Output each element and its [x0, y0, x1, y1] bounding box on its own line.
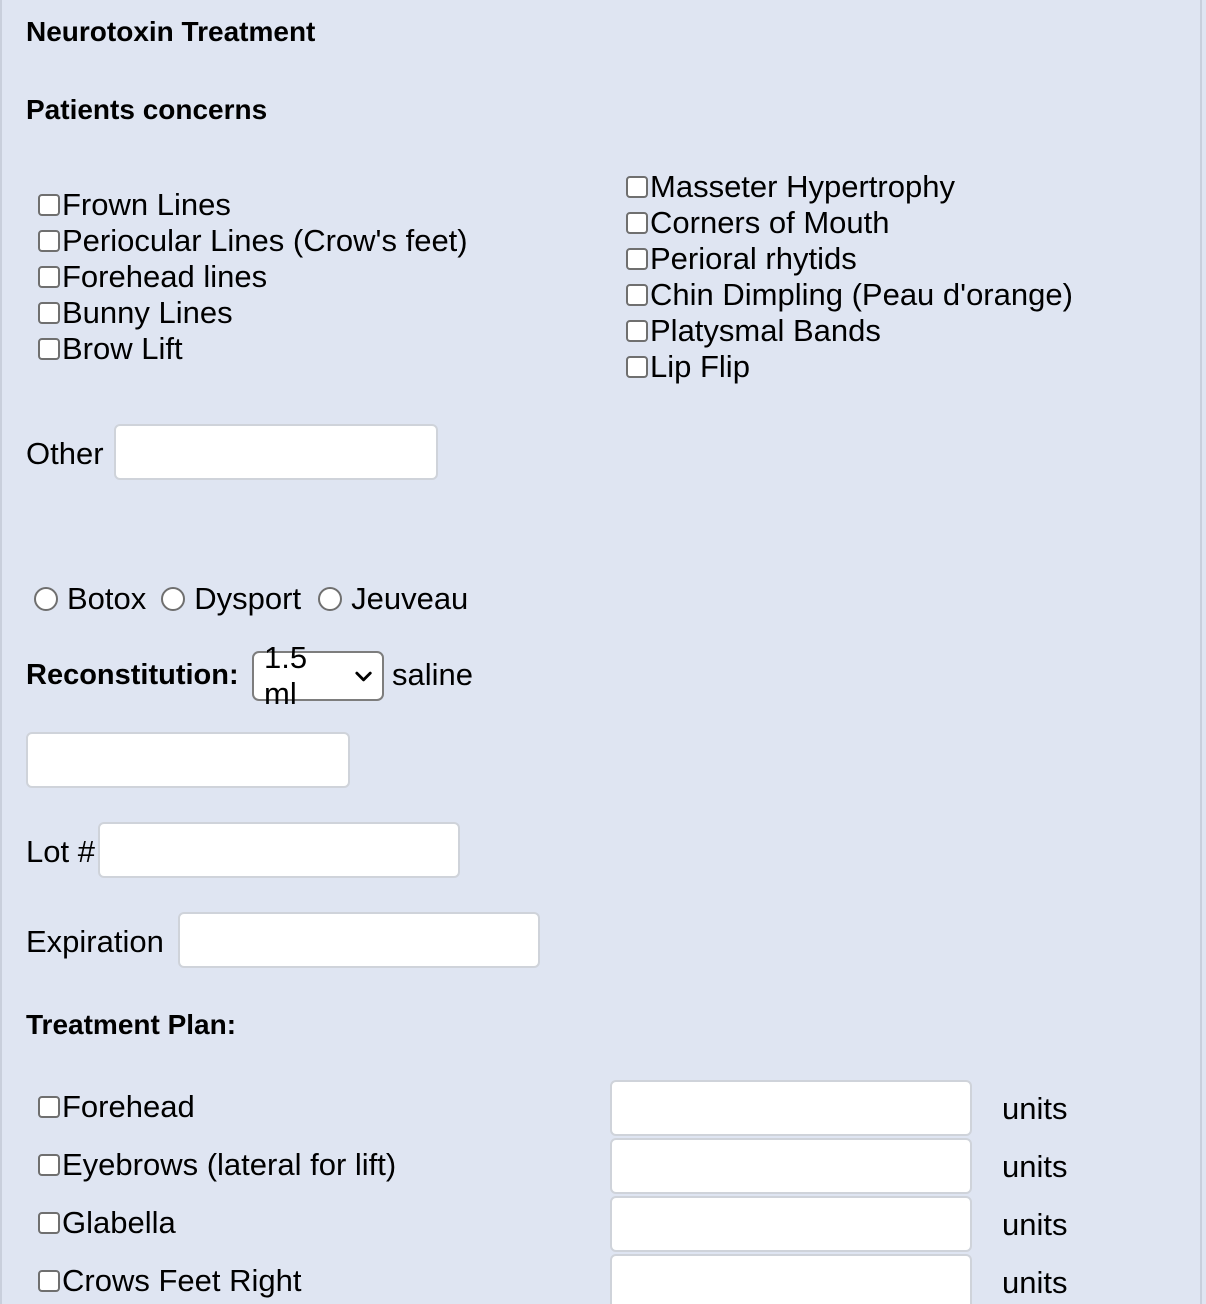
checkbox[interactable]	[626, 176, 648, 198]
checkbox[interactable]	[626, 356, 648, 378]
concern-forehead-lines[interactable]	[38, 259, 468, 295]
checkbox[interactable]	[38, 230, 60, 252]
concern-corners-of-mouth[interactable]	[626, 205, 1073, 241]
checkbox[interactable]	[38, 194, 60, 216]
crows-feet-right-units-input[interactable]	[610, 1254, 972, 1304]
reconstitution-select[interactable]	[252, 640, 384, 711]
radio-label-jeuveau: Jeuveau	[351, 581, 469, 616]
concern-lip-flip[interactable]	[626, 349, 1073, 385]
checkbox[interactable]	[38, 1212, 60, 1234]
other-label: Other	[26, 436, 104, 471]
concern-bunny-lines[interactable]	[38, 295, 468, 331]
reconstitution-selected-value: 1.5 ml	[264, 640, 308, 711]
checkbox[interactable]	[38, 1154, 60, 1176]
checkbox[interactable]	[626, 320, 648, 342]
plan-item-glabella[interactable]	[38, 1205, 176, 1241]
radio-label-botox: Botox	[67, 581, 147, 616]
concern-label: Lip Flip	[650, 349, 750, 384]
plan-item-eyebrows[interactable]	[38, 1147, 396, 1183]
expiration-label: Expiration	[26, 924, 164, 959]
chevron-down-icon	[353, 665, 374, 687]
plan-item-crows-feet-right[interactable]	[38, 1263, 301, 1299]
concern-label: Forehead lines	[62, 259, 268, 294]
concern-label: Perioral rhytids	[650, 241, 857, 276]
treatment-plan-heading: Treatment Plan:	[26, 1009, 237, 1040]
glabella-units-input[interactable]	[610, 1196, 972, 1252]
checkbox[interactable]	[38, 302, 60, 324]
concern-label: Platysmal Bands	[650, 313, 881, 348]
concerns-left-list	[38, 187, 468, 367]
concern-label: Frown Lines	[62, 187, 231, 222]
units-label: units	[1002, 1091, 1068, 1126]
plan-item-label: Crows Feet Right	[62, 1263, 302, 1298]
concerns-right-list	[626, 169, 1073, 385]
product-radio-group	[34, 581, 468, 617]
plan-item-label: Eyebrows (lateral for lift)	[62, 1147, 397, 1182]
units-label: units	[1002, 1149, 1068, 1184]
radio-label-dysport: Dysport	[194, 581, 302, 616]
concern-periocular-lines[interactable]	[38, 223, 468, 259]
expiration-input[interactable]	[178, 912, 540, 968]
checkbox[interactable]	[626, 284, 648, 306]
plan-item-label: Glabella	[62, 1205, 176, 1240]
concern-label: Brow Lift	[62, 331, 183, 366]
forehead-units-input[interactable]	[610, 1080, 972, 1136]
plan-item-forehead[interactable]	[38, 1089, 195, 1125]
radio-jeuveau[interactable]	[318, 587, 342, 611]
checkbox[interactable]	[626, 248, 648, 270]
concern-label: Chin Dimpling (Peau d'orange)	[650, 277, 1073, 312]
checkbox[interactable]	[38, 266, 60, 288]
concern-brow-lift[interactable]	[38, 331, 468, 367]
checkbox[interactable]	[38, 338, 60, 360]
plan-item-label: Forehead	[62, 1089, 195, 1124]
concern-perioral-rhytids[interactable]	[626, 241, 1073, 277]
radio-dysport[interactable]	[161, 587, 185, 611]
concern-label: Masseter Hypertrophy	[650, 169, 955, 204]
checkbox[interactable]	[38, 1096, 60, 1118]
page-title: Neurotoxin Treatment	[26, 16, 316, 47]
concerns-heading: Patients concerns	[26, 94, 268, 125]
lot-input[interactable]	[98, 822, 460, 878]
checkbox[interactable]	[626, 212, 648, 234]
reconstitution-suffix: saline	[392, 657, 473, 692]
concern-frown-lines[interactable]	[38, 187, 468, 223]
concern-label: Corners of Mouth	[650, 205, 890, 240]
unlabeled-input[interactable]	[26, 732, 350, 788]
concern-label: Bunny Lines	[62, 295, 233, 330]
units-label: units	[1002, 1265, 1068, 1300]
concern-chin-dimpling[interactable]	[626, 277, 1073, 313]
radio-botox[interactable]	[34, 587, 58, 611]
units-label: units	[1002, 1207, 1068, 1242]
concern-masseter-hypertrophy[interactable]	[626, 169, 1073, 205]
concern-platysmal-bands[interactable]	[626, 313, 1073, 349]
lot-label: Lot #	[26, 834, 95, 869]
other-input[interactable]	[114, 424, 438, 480]
reconstitution-label: Reconstitution:	[26, 659, 239, 691]
concern-label: Periocular Lines (Crow's feet)	[62, 223, 468, 258]
eyebrows-units-input[interactable]	[610, 1138, 972, 1194]
checkbox[interactable]	[38, 1270, 60, 1292]
